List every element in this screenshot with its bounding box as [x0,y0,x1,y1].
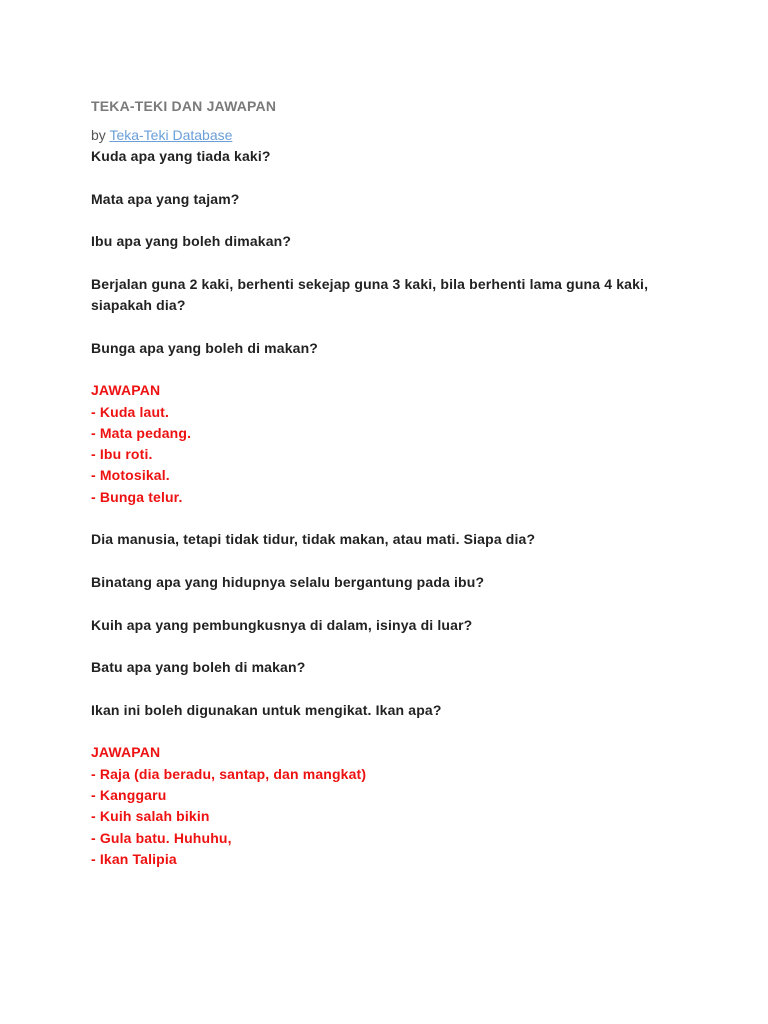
riddle-question: Kuda apa yang tiada kaki? [91,148,271,164]
riddle-answer: - Kuih salah bikin [91,808,210,825]
document-body [91,146,691,870]
answers-heading: JAWAPAN [91,382,161,399]
riddle-question: Batu apa yang boleh di makan? [91,659,306,676]
spacer [91,551,691,572]
riddle-question: Mata apa yang tajam? [91,190,240,207]
document-page [91,96,691,870]
spacer [91,678,691,699]
spacer [91,167,691,188]
author-link[interactable]: Teka-Teki Database [109,127,233,143]
riddle-answer: - Mata pedang. [91,424,192,441]
spacer [91,252,691,273]
riddle-answer: - Motosikal. [91,467,170,484]
riddle-answer: - Ibu roti. [91,446,153,463]
document-title: TEKA-TEKI DAN JAWAPAN [91,98,277,114]
riddle-question: Ikan ini boleh digunakan untuk mengikat. Ikan apa? [91,701,442,718]
spacer [91,593,691,614]
riddle-answer: - Kuda laut. [91,403,170,420]
spacer [91,316,691,337]
riddle-question: Berjalan guna 2 kaki, berhenti sekejap guna 3 kaki, bila berhenti lama guna 4 kaki, siapakah dia? [91,275,649,314]
riddle-answer: - Kanggaru [91,786,167,803]
riddle-answer: - Bunga telur. [91,488,183,505]
byline-prefix: by [91,127,106,143]
riddle-question: Dia manusia, tetapi tidak tidur, tidak makan, atau mati. Siapa dia? [91,531,536,548]
riddle-answer: - Gula batu. Huhuhu, [91,829,232,846]
riddle-answer: - Raja (dia beradu, santap, dan mangkat) [91,765,367,782]
spacer [91,359,691,380]
riddle-question: Ibu apa yang boleh dimakan? [91,233,292,250]
spacer [91,508,691,529]
byline [91,125,691,145]
riddle-answer: - Ikan Talipia [91,850,177,867]
riddle-question: Bunga apa yang boleh di makan? [91,339,318,356]
riddle-question: Kuih apa yang pembungkusnya di dalam, isinya di luar? [91,616,473,633]
spacer [91,636,691,657]
spacer [91,210,691,231]
spacer [91,721,691,742]
answers-heading: JAWAPAN [91,744,161,761]
riddle-question: Binatang apa yang hidupnya selalu bergantung pada ibu? [91,573,485,590]
